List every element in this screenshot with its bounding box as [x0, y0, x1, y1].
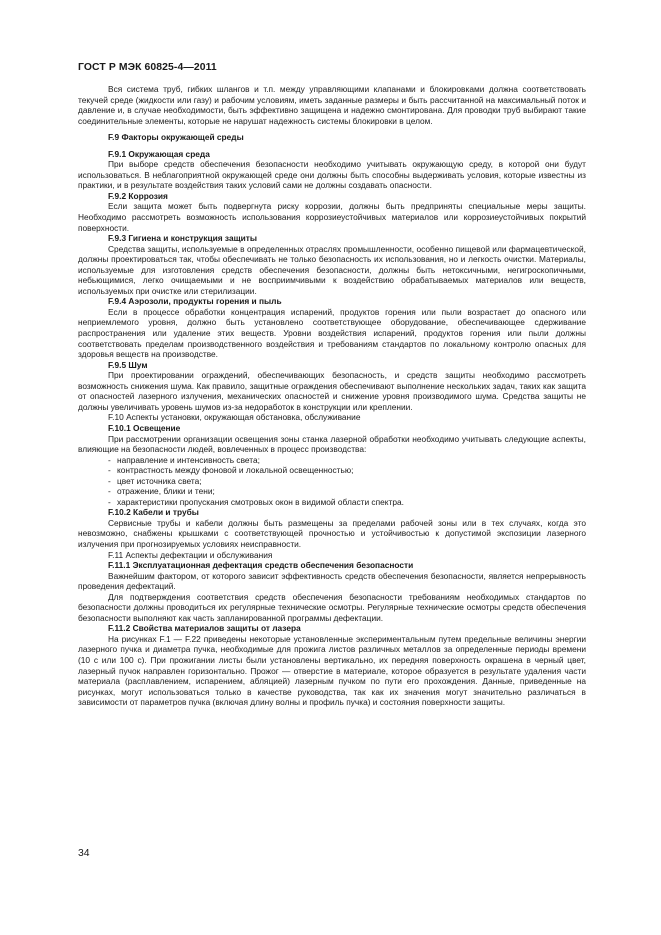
list-item: - направление и интенсивность света;	[108, 454, 260, 465]
paragraph-f10-2: Сервисные трубы и кабели должны быть размещены за пределами рабочей зоны или в тех случаях, когда это невозможно, снабжены крышками с соответствующей прочностью и устойчивостью к допустимой экспозиции лазерного излучения при прогнозируемых условиях неисправности.	[78, 517, 586, 549]
heading-f11: F.11 Аспекты дефектации и обслуживания	[108, 549, 273, 560]
paragraph-intro: Вся система труб, гибких шлангов и т.п. между управляющими клапанами и блокировками должна соответствовать текучей среде (жидкости или газу) и рабочим условиям, иметь заданные размеры и быть рассчитанной на максимальный поток и давление и, в случае необходимости, быть эффективно защищена и надежно смонтирована. Для проводки труб выбирают такие соединительные элементы, которые не нарушат надежность системы блокировки в целом.	[78, 84, 586, 126]
list-dash: -	[108, 454, 111, 465]
heading-f9-3: F.9.3 Гигиена и конструкция защиты	[108, 233, 257, 244]
page-number: 34	[78, 848, 90, 859]
paragraph-f11-2: На рисунках F.1 — F.22 приведены некоторые установленные экспериментальным путем предельные величины энергии лазерного пучка и диаметра пучка, необходимые для прожига листов различных металлов за определенные периоды времени (10 с или 100 с). При прожигании листы были установлены вертикально, их передняя поверхность окрашена в черный цвет, лазерный пучок направлен горизонтально. Прожог — отверстие в материале, которое образуется в результате удаления части материала (расплавлением, испарением, абляцией) лазерным пучком по пути его прохождения. Данные, приведенные на рисунках, могут использоваться только в качестве руководства, так как их значения могут значительно различаться в зависимости от параметров пучка (включая длину волны и профиль пучка) и состояния поверхности защиты.	[78, 633, 586, 708]
list-dash: -	[108, 475, 111, 486]
paragraph-f9-5: При проектировании ограждений, обеспечивающих безопасность, и средств защиты необходимо рассмотреть возможность снижения шума. Как правило, защитные ограждения обеспечивают выполнение нескольких задач, таких как защита от опасностей лазерного излучения, механических опасностей и снижение уровня производимого шума. Средства защиты не должны увеличивать уровень шумов из-за недоработок в конструкции или креплении.	[78, 370, 586, 412]
heading-f9: F.9 Факторы окружающей среды	[108, 132, 244, 143]
list-item: - отражение, блики и тени;	[108, 486, 215, 497]
heading-f9-4: F.9.4 Аэрозоли, продукты горения и пыль	[108, 296, 282, 307]
lighting-aspects-list	[78, 455, 586, 508]
document-body	[78, 84, 586, 708]
list-dash: -	[108, 486, 111, 497]
heading-f11-1: F.11.1 Эксплуатационная дефектация средств обеспечения безопасности	[108, 560, 414, 571]
heading-f10-1: F.10.1 Освещение	[108, 422, 181, 433]
heading-f9-2: F.9.2 Коррозия	[108, 190, 168, 201]
list-dash: -	[108, 465, 111, 476]
heading-f9-5: F.9.5 Шум	[108, 359, 148, 370]
document-header: ГОСТ Р МЭК 60825-4—2011	[78, 62, 217, 73]
paragraph-f11-1b: Для подтверждения соответствия средств обеспечения безопасности требованиям необходимых стандартов по безопасности должны проводиться их регулярные технические осмотры. Регулярные технические осмотры средств обеспечения безопасности выполняют как часть запланированной программы дефектации.	[78, 591, 586, 623]
list-item: - цвет источника света;	[108, 475, 202, 486]
heading-f11-2: F.11.2 Свойства материалов защиты от лазера	[108, 623, 301, 634]
paragraph-f9-4: Если в процессе обработки концентрация испарений, продуктов горения или пыли возрастает до опасного или неприемлемого уровня, должно быть установлено соответствующее оборудование, обеспечивающее сдерживание распространения или удаление этих веществ. Уровни воздействия испарений, продуктов горения или пыли должны соответствовать пределам производственного воздействия и требованиям стандартов по локальному контролю опасных для здоровья веществ на производстве.	[78, 306, 586, 360]
heading-f9-1: F.9.1 Окружающая среда	[108, 148, 210, 159]
heading-f10-2: F.10.2 Кабели и трубы	[108, 507, 199, 518]
paragraph-f10-1: При рассмотрении организации освещения зоны станка лазерной обработки необходимо учитывать следующие аспекты, влияющие на безопасности людей, вовлеченных в процесс производства:	[78, 433, 586, 455]
paragraph-f9-1: При выборе средств обеспечения безопасности необходимо учитывать окружающую среду, в которой они будут использоваться. В неблагоприятной окружающей среде они должны быть способны выдерживать условия, которые известны из практики, и в результате воздействия таких условий сами не должны создавать опасности.	[78, 159, 586, 191]
list-item: - контрастность между фоновой и локальной освещенностью;	[108, 465, 354, 476]
list-dash: -	[108, 496, 111, 507]
list-item: - характеристики пропускания смотровых окон в видимой области спектра.	[108, 496, 404, 507]
paragraph-f9-2: Если защита может быть подвергнута риску коррозии, должны быть предприняты специальные меры защиты. Необходимо рассмотреть возможность использования коррозиеустойчивых материалов или коррозиеустойчивых покрытий поверхности.	[78, 201, 586, 233]
document-page	[78, 61, 586, 708]
paragraph-f11-1a: Важнейшим фактором, от которого зависит эффективность средств обеспечения безопасности, является непрерывность проведения дефектаций.	[78, 570, 586, 592]
paragraph-f9-3: Средства защиты, используемые в определенных отраслях промышленности, особенно пищевой или фармацевтической, должны проектироваться так, чтобы обеспечивать не только безопасность их использования, но и легкость очистки. Материалы, используемые для изготовления средств обеспечения безопасности, должны быть нетоксичными, негигроскопичными, небьющимися, легко очищаемыми и не восприимчивыми к воздействию обрабатываемых материалов или веществ, используемых при очистке или стерилизации.	[78, 243, 586, 296]
heading-f10: F.10 Аспекты установки, окружающая обстановка, обслуживание	[108, 412, 361, 423]
